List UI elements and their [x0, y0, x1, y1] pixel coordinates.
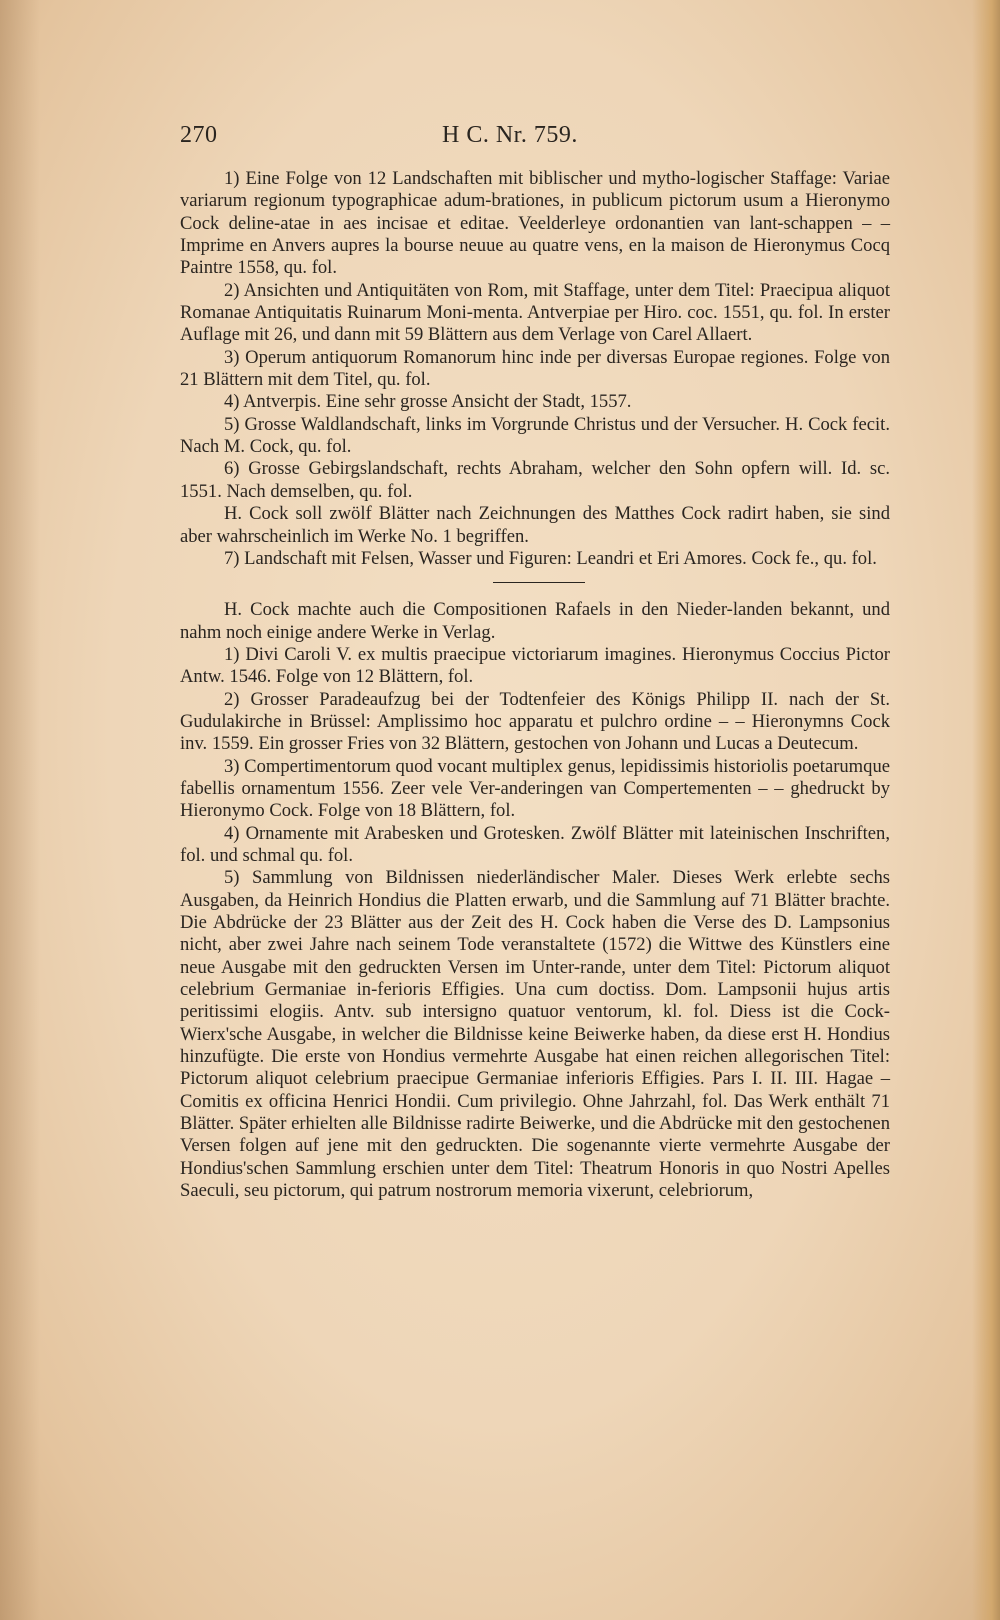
paragraph: 5) Grosse Waldlandschaft, links im Vorgrunde Christus und der Versucher. H. Cock fecit. Nach M. Cock, qu. fol. — [180, 413, 890, 458]
paragraph: 2) Ansichten und Antiquitäten von Rom, mit Staffage, unter dem Titel: Praecipua aliquot Romanae Antiquitatis Ruinarum Moni-menta. Antverpiae per Hiro. coc. 1551, qu. fol. In erster Auflage mit 26, und dann mit 59 Blättern aus dem Verlage von Carel Allaert. — [180, 279, 890, 346]
page-number: 270 — [180, 122, 218, 148]
paragraph: 7) Landschaft mit Felsen, Wasser und Figuren: Leandri et Eri Amores. Cock fe., qu. fol. — [224, 547, 877, 569]
page-gutter-shadow — [0, 0, 40, 1620]
paragraph: 1) Eine Folge von 12 Landschaften mit biblischer und mytho-logischer Staffage: Variae variarum regionum typographicae adum-brationes, in publicum pictorum usum a Hieronymo Cock deline-atae in aes incisae et editae. Veelderleye ordonantien van lant-schappen – – Imprime en Anvers aupres la bourse neuue au quatre vens, en la maison de Hieronymus Cocq Paintre 1558, qu. fol. — [180, 168, 890, 279]
paragraph: 2) Grosser Paradeaufzug bei der Todtenfeier des Königs Philipp II. nach der St. Gudulakirche in Brüssel: Amplissimo hoc apparatu et pulchro ordine – – Hieronymns Cock inv. 1559. Ein grosser Fries von 32 Blättern, gestochen von Johann und Lucas a Deutecum. — [180, 688, 890, 755]
paragraph: H. Cock machte auch die Compositionen Rafaels in den Nieder-landen bekannt, und nahm noch einige andere Werke in Verlag. — [180, 599, 890, 643]
page-edge — [972, 0, 1000, 1620]
paragraph: 4) Ornamente mit Arabesken und Grotesken. Zwölf Blätter mit lateinischen Inschriften, fol. und schmal qu. fol. — [180, 822, 890, 866]
paragraph: 3) Operum antiquorum Romanorum hinc inde per diversas Europae regiones. Folge von 21 Blättern mit dem Titel, qu. fol. — [180, 346, 890, 391]
paragraph: 1) Divi Caroli V. ex multis praecipue victoriarum imagines. Hieronymus Coccius Pictor Antw. 1546. Folge von 12 Blättern, fol. — [180, 643, 890, 688]
paragraph: 4) Antverpis. Eine sehr grosse Ansicht der Stadt, 1557. — [224, 391, 632, 413]
body-text — [180, 168, 890, 1202]
paragraph: 6) Grosse Gebirgslandschaft, rechts Abraham, welcher den Sohn opfern will. Id. sc. 1551. Nach demselben, qu. fol. — [180, 458, 890, 502]
paragraph: H. Cock soll zwölf Blätter nach Zeichnungen des Matthes Cock radirt haben, sie sind aber wahrscheinlich im Werke No. 1 begriffen. — [180, 503, 890, 547]
section-divider — [493, 582, 585, 583]
paragraph: 3) Compertimentorum quod vocant multiplex genus, lepidissimis historiolis poetarumque fabellis ornamentum 1556. Zeer vele Ver-anderingen van Compertementen – – ghedruckt by Hieronymo Cock. Folge von 18 Blättern, fol. — [180, 755, 890, 822]
running-header — [180, 122, 840, 156]
running-title: H C. Nr. 759. — [442, 122, 578, 148]
paragraph: 5) Sammlung von Bildnissen niederländischer Maler. Dieses Werk erlebte sechs Ausgaben, da Heinrich Hondius die Platten erwarb, und die Sammlung auf 71 Blätter brachte. Die Abdrücke der 23 Blätter aus der Zeit des H. Cock haben die Verse des D. Lampsonius nicht, aber zwei Jahre nach seinem Tode veranstaltete (1572) die Wittwe des Künstlers eine neue Ausgabe mit den gedruckten Versen im Unter-rande, unter dem Titel: Pictorum aliquot celebrium Germaniae in-ferioris Effigies. Una cum doctiss. Dom. Lampsonii hujus artis peritissimi elogiis. Antv. sub intersigno quatuor ventorum, kl. fol. Diess ist die Cock-Wierx'sche Ausgabe, in welcher die Bildnisse keine Beiwerke haben, da diese erst H. Hondius hinzufügte. Die erste von Hondius vermehrte Ausgabe hat einen reichen allegorischen Titel: Pictorum aliquot celebrium praecipue Germaniae inferioris Effigies. Pars I. II. III. Hagae – Comitis ex officina Henrici Hondii. Cum privilegio. Ohne Jahrzahl, fol. Das Werk enthält 71 Blätter. Später erhielten alle Bildnisse radirte Beiwerke, und die Abdrücke mit den gestochenen Versen folgen auf jene mit den gedruckten. Die sogenannte vierte vermehrte Ausgabe der Hondius'schen Sammlung erschien unter dem Titel: Theatrum Honoris in quo Nostri Apelles Saeculi, seu pictorum, qui patrum nostrorum memoria vixerunt, celebriorum, — [180, 867, 890, 1202]
